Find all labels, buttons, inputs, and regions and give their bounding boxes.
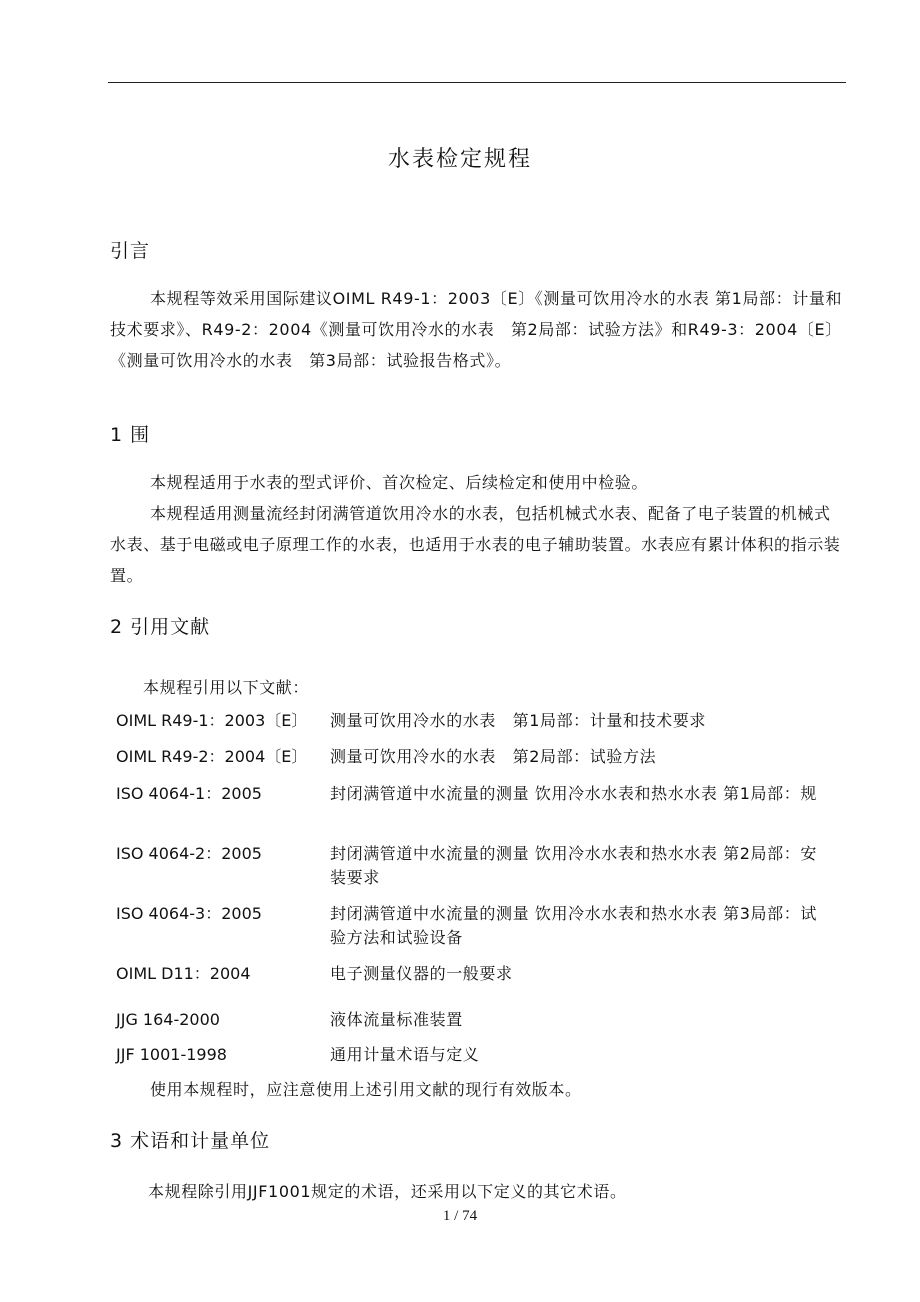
header-rule xyxy=(108,82,846,83)
reference-title: 电子测量仪器的一般要求 xyxy=(330,964,513,983)
reference-code: ISO 4064-3：2005 xyxy=(116,904,262,923)
reference-title: 测量可饮用冷水的水表 第1局部：计量和技术要求 xyxy=(330,711,706,730)
reference-code: JJF 1001-1998 xyxy=(116,1045,227,1064)
reference-title: 封闭满管道中水流量的测量 饮用冷水水表和热水水表 第1局部：规 xyxy=(330,784,817,803)
reference-code: JJG 164-2000 xyxy=(116,1010,220,1029)
section1-paragraph-2: 本规程适用测量流经封闭满管道饮用冷水的水表，包括机械式水表、配备了电子装置的机械式水表、基于电磁或电子原理工作的水表，也适用于水表的电子辅助装置。水表应有累计体积的指示装置。 xyxy=(110,504,841,585)
reference-title: 测量可饮用冷水的水表 第2局部：试验方法 xyxy=(330,747,657,766)
reference-code: OIML D11：2004 xyxy=(116,964,251,983)
intro-paragraph: 本规程等效采用国际建议OIML R49-1：2003〔E〕《测量可饮用冷水的水表 第1局部：计量和技术要求》、R49-2：2004《测量可饮用冷水的水表 第2局部：试验方法》和R49-3：2004〔E〕《测量可饮用冷水的水表 第3局部：试验报告格式》。 xyxy=(110,289,843,370)
reference-code: OIML R49-1：2003〔E〕 xyxy=(116,711,308,730)
section2-heading: 2 引用文献 xyxy=(110,616,211,638)
intro-heading: 引言 xyxy=(110,240,151,262)
section2-lead: 本规程引用以下文献： xyxy=(143,678,310,697)
reference-title: 封闭满管道中水流量的测量 饮用冷水水表和热水水表 第2局部：安装要求 xyxy=(330,844,817,887)
reference-code: ISO 4064-1：2005 xyxy=(116,784,262,803)
reference-code: ISO 4064-2：2005 xyxy=(116,844,262,863)
section1-paragraph-1: 本规程适用于水表的型式评价、首次检定、后续检定和使用中检验。 xyxy=(150,473,649,492)
reference-title: 封闭满管道中水流量的测量 饮用冷水水表和热水水表 第3局部：试验方法和试验设备 xyxy=(330,904,817,947)
section3-heading: 3 术语和计量单位 xyxy=(110,1130,271,1152)
reference-code: OIML R49-2：2004〔E〕 xyxy=(116,747,308,766)
reference-title: 液体流量标准装置 xyxy=(330,1010,463,1029)
reference-title: 通用计量术语与定义 xyxy=(330,1045,480,1064)
document-title: 水表检定规程 xyxy=(387,147,532,172)
section1-heading: 1 围 xyxy=(110,424,151,446)
page-number: 1 / 74 xyxy=(442,1208,478,1224)
section2-note: 使用本规程时，应注意使用上述引用文献的现行有效版本。 xyxy=(150,1080,582,1099)
section3-paragraph: 本规程除引用JJF1001规定的术语，还采用以下定义的其它术语。 xyxy=(148,1182,627,1201)
